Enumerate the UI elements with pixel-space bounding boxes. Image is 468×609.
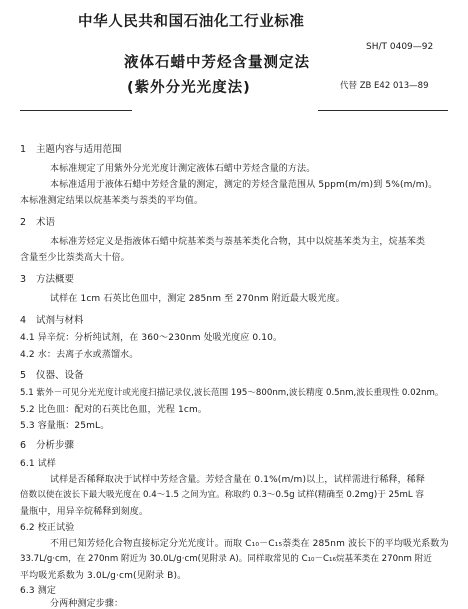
list-item: 4.2 水：去离子水或蒸馏水。 <box>20 350 139 360</box>
section-heading <box>20 367 84 381</box>
section-heading <box>20 141 122 155</box>
document-subtitle: (紫外分光光度法) <box>127 80 251 96</box>
paragraph: 倍数以使在波长下最大吸光度在 0.4～1.5 之间为宜。称取约 0.3～0.5g 试样(精确至 0.2mg)于 25mL 容 <box>20 490 424 500</box>
section-heading <box>20 312 84 326</box>
subsection-title: 6.3 测定 <box>20 586 57 596</box>
industry-standard-heading: 中华人民共和国石油化工行业标准 <box>78 14 305 30</box>
paragraph: 试样是否稀释取决于试样中芳烃含量。芳烃含量在 0.1%(m/m)以上，试样需进行稀释，稀释 <box>50 475 426 485</box>
list-item: 4.1 异辛烷：分析纯试剂，在 360～230nm 处吸光度应 0.10。 <box>20 333 283 343</box>
list-item: 5.1 紫外－可见分光光度计或光度扫描记录仪,波长范围 195～800nm,波长精度 0.5nm,波长重现性 0.02nm。 <box>20 388 444 398</box>
section-number: 6 <box>20 440 27 451</box>
paragraph: 分两种测定步骤： <box>50 599 124 609</box>
section-heading <box>20 271 74 285</box>
section-number: 3 <box>20 274 27 285</box>
paragraph: 33.7L/g·cm，在 270nm 附近为 30.0L/g·cm(见附录 A)。同样取常见的 C₁₀－C₁₆烷基苯类在 270nm 附近 <box>20 554 432 564</box>
list-item: 5.3 容量瓶：25mL。 <box>20 421 110 431</box>
section-title: 方法概要 <box>36 274 75 285</box>
paragraph: 不用已知芳烃化合物直接标定分光光度计。而取 C₁₀－C₁₅萘类在 285nm 波长下的平均吸光系数为 <box>50 539 449 549</box>
paragraph: 本标准适用于液体石蜡中芳烃含量的测定，测定的芳烃含量范围从 5ppm(m/m)到 5%(m/m)。 <box>50 180 438 190</box>
section-title: 试剂与材料 <box>36 315 84 326</box>
subsection-title: 6.2 校正试验 <box>20 523 75 533</box>
header-divider-right <box>318 110 448 111</box>
subsection-title: 6.1 试样 <box>20 459 57 469</box>
paragraph: 平均吸光系数为 3.0L/g·cm(见附录 B)。 <box>20 571 187 581</box>
section-heading <box>20 214 55 228</box>
replaces-standard: 代替 ZB E42 013—89 <box>340 81 429 91</box>
list-item: 5.2 比色皿：配对的石英比色皿，光程 1cm。 <box>20 405 208 415</box>
paragraph: 量瓶中，用异辛烷稀释到刻度。 <box>20 507 149 517</box>
section-title: 主题内容与适用范围 <box>36 144 122 155</box>
section-title: 分析步骤 <box>36 440 75 451</box>
section-number: 5 <box>20 370 27 381</box>
section-number: 1 <box>20 144 27 155</box>
paragraph: 试样在 1cm 石英比色皿中，测定 285nm 至 270nm 附近最大吸光度。 <box>50 294 345 304</box>
standard-code: SH/T 0409—92 <box>366 42 434 52</box>
document-title: 液体石蜡中芳烃含量测定法 <box>124 55 310 71</box>
section-title: 仪器、设备 <box>36 370 84 381</box>
paragraph: 含量至少比萘类高大十倍。 <box>20 253 130 263</box>
paragraph: 本标准芳烃定义是指液体石蜡中烷基苯类与萘基苯类化合物，其中以烷基苯类为主，烷基苯类 <box>50 237 426 247</box>
section-number: 2 <box>20 217 27 228</box>
section-title: 术语 <box>36 217 56 228</box>
paragraph: 本标准规定了用紫外分光光度计测定液体石蜡中芳烃含量的方法。 <box>50 164 316 174</box>
paragraph: 本标准测定结果以烷基苯类与萘类的平均值。 <box>20 196 204 206</box>
section-number: 4 <box>20 315 27 326</box>
header-divider-left <box>20 110 132 111</box>
section-heading <box>20 437 74 451</box>
